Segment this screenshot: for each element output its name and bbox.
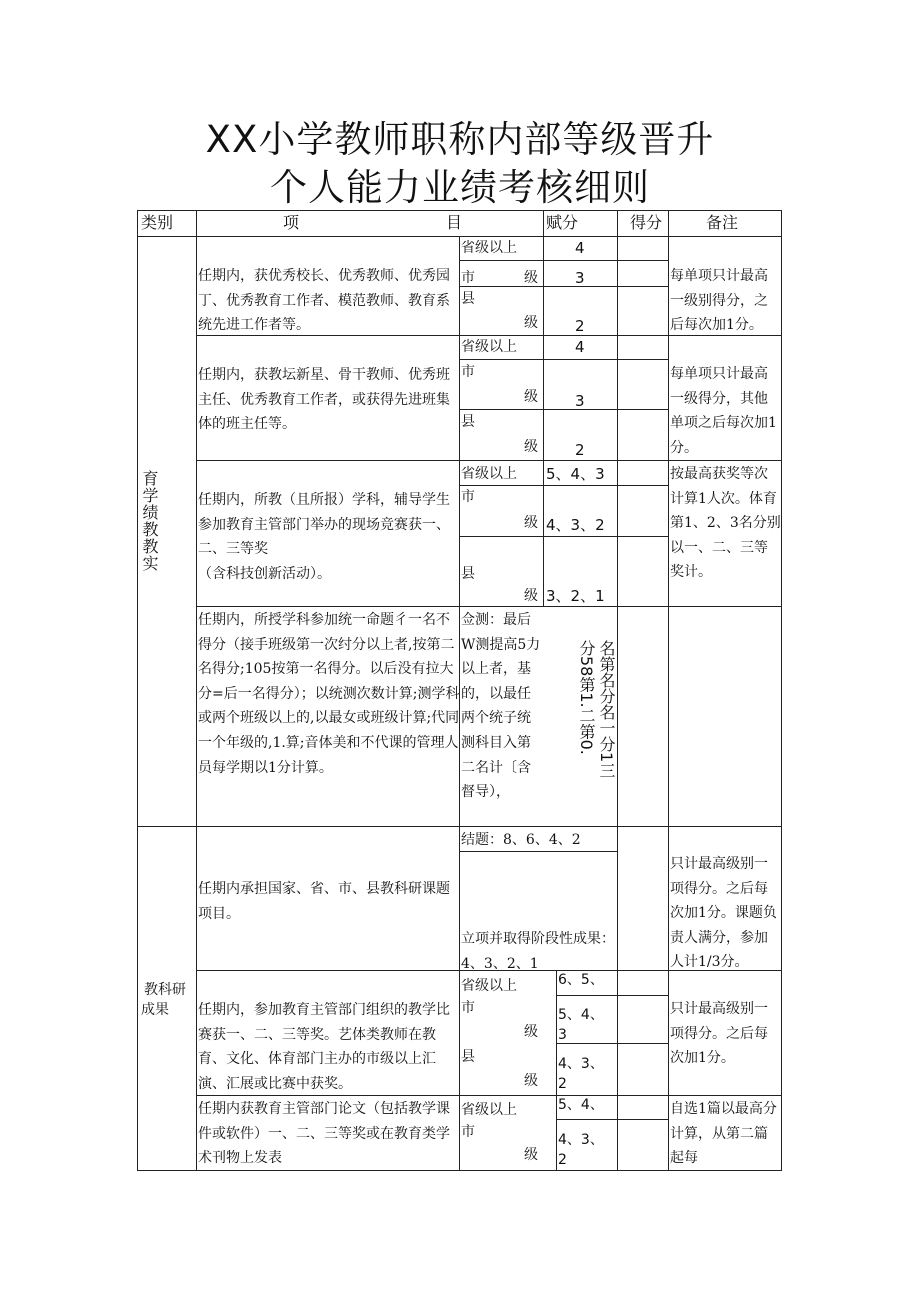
row7-score-province: 5、4、 (558, 1097, 604, 1113)
header-item-left: 项 (283, 213, 300, 232)
row2-note: 每单项只计最高一级得分，其他单项之后每次加1分。 (670, 366, 777, 456)
document-title-line1: XX小学教师职称内部等级晋升 (205, 118, 715, 161)
row-divider (196, 606, 782, 607)
row6-level-province: 省级以上 (461, 978, 517, 994)
row6-level-city-suffix: 级 (524, 1024, 538, 1040)
row1-description: 任期内，获优秀校长、优秀教师、优秀园丁、优秀教育工作者、模范教师、教育系统先进工作者等。 (198, 268, 450, 334)
section-divider (137, 826, 782, 827)
row3-score-city: 4、3、2 (546, 516, 605, 534)
row7-level-city-suffix: 级 (524, 1147, 538, 1163)
row1-level-city-suffix: 级 (524, 270, 538, 286)
row4-score-column-b: 分58第1.二第0. (577, 640, 596, 755)
row7-level-city: 市 (461, 1124, 475, 1140)
row3-level-city: 市 (461, 489, 475, 505)
row1-level-province: 省级以上 (461, 240, 517, 256)
row-divider (556, 1043, 668, 1044)
row1-score-city: 3 (575, 269, 585, 287)
row-divider (459, 409, 668, 410)
row3-level-province: 省级以上 (461, 466, 517, 482)
row3-description-note: （含科技创新活动）。 (198, 566, 331, 582)
row6-note: 只计最高级别一项得分。之后每次加1分。 (670, 1001, 768, 1067)
row2-score-province: 4 (575, 338, 585, 356)
row-divider (137, 236, 782, 237)
row6-score-city: 5、4、 (558, 1007, 604, 1023)
row6-description: 任期内，参加教育主管部门组织的教学比赛获一、二、三等奖。艺体类教师在教育、文化、体育部门主办的市级以上汇演、汇展或比赛中获奖。 (198, 1002, 450, 1092)
header-assigned-score: 赋分 (546, 213, 579, 232)
table-border-right (781, 210, 782, 1171)
row5-description: 任期内承担国家、省、市、县教科研课题项目。 (198, 881, 450, 922)
header-note: 备注 (706, 213, 739, 232)
row7-level-province: 省级以上 (461, 1102, 517, 1118)
column-divider (617, 210, 618, 826)
row1-level-county: 县 (461, 291, 475, 307)
row1-level-county-suffix: 级 (524, 315, 538, 331)
row2-level-city: 市 (461, 364, 475, 380)
row3-level-city-suffix: 级 (524, 515, 538, 531)
table-border-left (137, 210, 138, 1171)
row1-score-province: 4 (575, 239, 585, 257)
row6-level-county: 县 (461, 1049, 475, 1065)
column-divider (543, 210, 544, 236)
row6-score-province: 6、5、 (558, 972, 604, 988)
row6-score-county-cont: 2 (558, 1076, 567, 1092)
header-category: 类别 (141, 213, 174, 232)
row2-description: 任期内，获教坛新星、骨干教师、优秀班主任、优秀教育工作者，或获得先进班集体的班主任等。 (198, 367, 450, 433)
row3-level-county-suffix: 级 (524, 588, 538, 604)
row6-level-county-suffix: 级 (524, 1073, 538, 1089)
row1-level-city: 市 (461, 270, 475, 286)
row4-description: 任期内，所授学科参加统一命题彳一名不得分（接手班级第一次纣分以上者,按第二名得分;105按第一名得分。以后没有拉大分=后一名得分）；以统测次数计算;测学科或两个班级以上的,以最女或班级计算;代同一个年级的,1.算;音体美和不代课的管理人员每学期以1分计算。 (198, 612, 460, 776)
row2-score-county: 2 (575, 441, 585, 459)
column-divider (668, 210, 669, 1171)
row-divider (556, 995, 668, 996)
row4-score-column-a: 名第名分名一分1三 (597, 640, 616, 779)
row7-description: 任期内获教育主管部门论文（包括教学课件或软件）一、二、三等奖或在教育类学术刊物上发表 (198, 1101, 450, 1167)
row7-note: 自选1篇以最高分计算，从第二篇起每 (670, 1101, 777, 1167)
row5-in-progress: 立项并取得阶段性成果：4、3、2、1 (461, 931, 615, 972)
header-earned-score: 得分 (630, 213, 663, 232)
row6-score-county: 4、3、 (558, 1056, 604, 1072)
row1-score-county: 2 (575, 317, 585, 335)
row3-score-county: 3、2、1 (546, 587, 605, 605)
row2-level-city-suffix: 级 (524, 389, 538, 405)
row2-level-county-suffix: 级 (524, 439, 538, 455)
row6-score-city-cont: 3 (558, 1027, 567, 1043)
document-title-line2: 个人能力业绩考核细则 (270, 166, 650, 209)
row7-score-city-cont: 2 (558, 1152, 567, 1168)
category-teaching: 育学绩教教实 (140, 470, 159, 572)
row3-score-province: 5、4、3 (546, 465, 605, 483)
row-divider (556, 1119, 668, 1120)
column-divider (556, 970, 557, 1171)
header-item-right: 目 (446, 213, 463, 232)
row3-level-county: 县 (461, 566, 475, 582)
row2-score-city: 3 (575, 392, 585, 410)
category-research-line2: 成果 (141, 1002, 169, 1018)
row1-note: 每单项只计最高一级别得分，之后每次加1分。 (670, 268, 768, 334)
column-divider (543, 236, 544, 606)
row5-note: 只计最高级别一项得分。之后每次加1分。课题负责人满分，参加人计1/3分。 (670, 856, 777, 971)
category-research-line1: 教科研 (144, 982, 186, 998)
row5-completed: 结题：8、6、4、2 (461, 832, 581, 848)
table-border-top (137, 210, 782, 211)
row3-note: 按最高获奖等次计算1人次。体育第1、2、3名分别以一、二、三等奖计。 (670, 466, 781, 581)
row6-level-city: 市 (461, 1000, 475, 1016)
row4-criteria: 佥测：最后W测提高5力以上者，基的，以最任两个统子统测科目入第二名计〔含督导）， (461, 612, 541, 801)
column-divider (196, 210, 197, 1171)
row2-level-county: 县 (461, 414, 475, 430)
row-divider (459, 286, 668, 287)
row2-level-province: 省级以上 (461, 339, 517, 355)
row3-description: 任期内，所教（且所报）学科，辅导学生参加教育主管部门举办的现场竞赛获一、二、三等奖 (198, 492, 450, 558)
row7-score-city: 4、3、 (558, 1132, 604, 1148)
